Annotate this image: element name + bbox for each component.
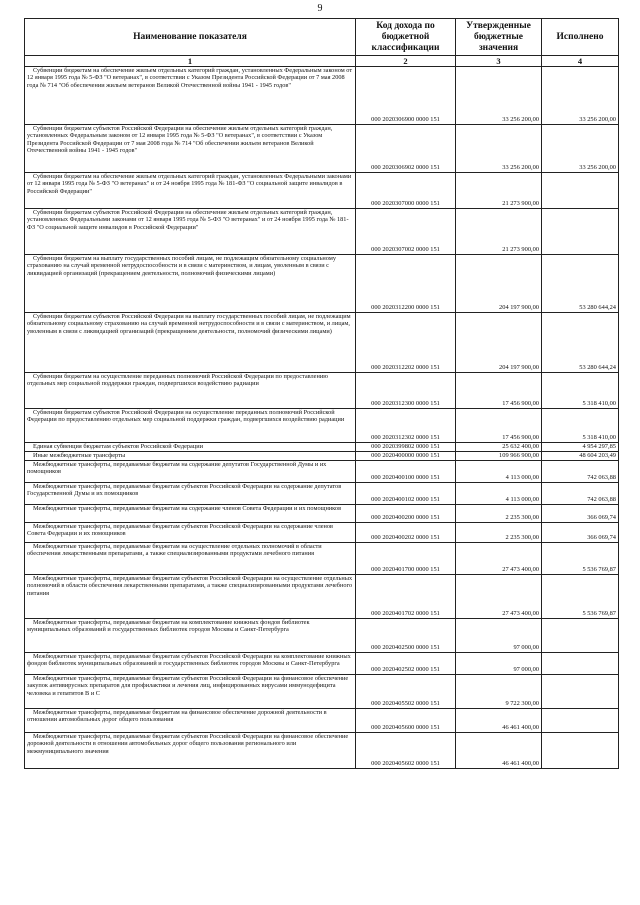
row-executed: 5 536 769,87	[542, 543, 619, 575]
table-row	[25, 373, 619, 409]
table-row	[25, 452, 619, 461]
row-name: Межбюджетные трансферты, передаваемые бюджетам субъектов Российской Федерации на содержание членов Совета Федерации и их помощников	[25, 523, 356, 543]
table-row	[25, 125, 619, 173]
row-approved: 2 235 300,00	[456, 505, 542, 523]
row-approved: 27 473 400,00	[456, 575, 542, 619]
row-approved: 2 235 300,00	[456, 523, 542, 543]
row-code: 000 2020401700 0000 151	[356, 543, 456, 575]
table-row	[25, 443, 619, 452]
table-row	[25, 653, 619, 675]
table-row	[25, 505, 619, 523]
row-approved: 4 113 000,00	[456, 461, 542, 483]
row-approved: 204 197 900,00	[456, 313, 542, 373]
table-row	[25, 255, 619, 313]
row-approved: 109 966 900,00	[456, 452, 542, 461]
row-approved: 17 456 900,00	[456, 373, 542, 409]
row-executed: 366 069,74	[542, 505, 619, 523]
table-row	[25, 461, 619, 483]
column-number: 3	[456, 56, 542, 67]
row-executed: 33 256 200,00	[542, 125, 619, 173]
row-code: 000 2020400200 0000 151	[356, 505, 456, 523]
table-row	[25, 733, 619, 769]
row-code: 000 2020400100 0000 151	[356, 461, 456, 483]
row-code: 000 2020312202 0000 151	[356, 313, 456, 373]
row-code: 000 2020402500 0000 151	[356, 619, 456, 653]
header-approved: Утвержденные бюджетные значения	[456, 19, 542, 56]
row-executed	[542, 209, 619, 255]
row-name: Субвенции бюджетам субъектов Российской Федерации на обеспечение жильем отдельных категорий граждан, установленных Федеральным законом от 12 января 1995 года № 5-ФЗ "О ветеранах", в соответствии с Указом Президента Российской Федерации от 7 мая 2008 года № 714 "Об обеспечении жильем ветеранов Великой Отечественной войны 1941 - 1945 годов"	[25, 125, 356, 173]
budget-table	[24, 18, 619, 769]
row-executed: 48 604 203,49	[542, 452, 619, 461]
row-name: Межбюджетные трансферты, передаваемые бюджетам на финансовое обеспечение дорожной деятельности в отношении автомобильных дорог общего пользования	[25, 709, 356, 733]
table-row	[25, 209, 619, 255]
row-executed: 4 954 297,85	[542, 443, 619, 452]
row-code: 000 2020401702 0000 151	[356, 575, 456, 619]
row-name: Межбюджетные трансферты, передаваемые бюджетам субъектов Российской Федерации на финансовое обеспечение дорожной деятельности в отношении автомобильных дорог общего пользования регионального или межмуниципального значения	[25, 733, 356, 769]
row-code: 000 2020400102 0000 151	[356, 483, 456, 505]
row-name: Субвенции бюджетам субъектов Российской Федерации на выплату государственных пособий лицам, не подлежащим обязательному социальному страхованию на случай временной нетрудоспособности и в связи с материнством, и лицам, уволенным в связи с ликвидацией организаций (прекращением деятельности, полномочий физическими лицами)	[25, 313, 356, 373]
row-executed: 33 256 200,00	[542, 67, 619, 125]
row-name: Межбюджетные трансферты, передаваемые бюджетам субъектов Российской Федерации на осуществление отдельных полномочий в области обеспечения лекарственными препаратами, а также специализированными продуктами лечебного питания	[25, 575, 356, 619]
row-approved: 33 256 200,00	[456, 67, 542, 125]
row-code: 000 2020312300 0000 151	[356, 373, 456, 409]
row-code: 000 2020405602 0000 151	[356, 733, 456, 769]
row-code: 000 2020400202 0000 151	[356, 523, 456, 543]
row-name: Межбюджетные трансферты, передаваемые бюджетам на комплектование книжных фондов библиотек муниципальных образований и государственных библиотек городов Москвы и Санкт-Петербурга	[25, 619, 356, 653]
row-approved: 25 632 400,00	[456, 443, 542, 452]
row-executed	[542, 733, 619, 769]
row-approved: 97 000,00	[456, 653, 542, 675]
table-row	[25, 619, 619, 653]
row-name: Межбюджетные трансферты, передаваемые бюджетам субъектов Российской Федерации на содержание депутатов Государственной Думы и их помощников	[25, 483, 356, 505]
column-number: 1	[25, 56, 356, 67]
header-code: Код дохода по бюджетной классификации	[356, 19, 456, 56]
row-code: 000 2020399802 0000 151	[356, 443, 456, 452]
row-executed	[542, 653, 619, 675]
table-header-row	[25, 19, 619, 56]
row-code: 000 2020312200 0000 151	[356, 255, 456, 313]
row-code: 000 2020400000 0000 151	[356, 452, 456, 461]
row-executed	[542, 675, 619, 709]
row-executed: 5 318 410,00	[542, 409, 619, 443]
row-name: Межбюджетные трансферты, передаваемые бюджетам на содержание депутатов Государственной Думы и их помощников	[25, 461, 356, 483]
row-approved: 21 273 900,00	[456, 173, 542, 209]
row-name: Субвенции бюджетам субъектов Российской Федерации на обеспечение жильем отдельных категорий граждан, установленных Федеральными законами от 12 января 1995 года № 5-ФЗ "О ветеранах" и от 24 ноября 1995 года № 181-ФЗ "О социальной защите инвалидов в Российской Федерации"	[25, 209, 356, 255]
row-name: Межбюджетные трансферты, передаваемые бюджетам на содержание членов Совета Федерации и их помощников	[25, 505, 356, 523]
row-name: Единая субвенция бюджетам субъектов Российской Федерации	[25, 443, 356, 452]
row-code: 000 2020312302 0000 151	[356, 409, 456, 443]
row-approved: 21 273 900,00	[456, 209, 542, 255]
row-approved: 27 473 400,00	[456, 543, 542, 575]
row-approved: 4 113 000,00	[456, 483, 542, 505]
row-code: 000 2020307002 0000 151	[356, 209, 456, 255]
row-name: Субвенции бюджетам на выплату государственных пособий лицам, не подлежащим обязательному социальному страхованию на случай временной нетрудоспособности и в связи с материнством, и лицам, уволенным в связи с ликвидацией организаций (прекращением деятельности, полномочий физическими лицами)	[25, 255, 356, 313]
table-body	[25, 67, 619, 769]
row-code: 000 2020405600 0000 151	[356, 709, 456, 733]
row-name: Межбюджетные трансферты, передаваемые бюджетам на осуществление отдельных полномочий в области обеспечения лекарственными препаратами, а также специализированными продуктами лечебного питания	[25, 543, 356, 575]
row-executed: 742 063,88	[542, 483, 619, 505]
row-approved: 33 256 200,00	[456, 125, 542, 173]
column-number: 4	[542, 56, 619, 67]
table-row	[25, 313, 619, 373]
row-approved: 46 461 400,00	[456, 709, 542, 733]
row-executed: 53 280 644,24	[542, 313, 619, 373]
column-number-row	[25, 56, 619, 67]
table-row	[25, 523, 619, 543]
page-number: 9	[317, 3, 323, 14]
row-executed	[542, 173, 619, 209]
row-name: Субвенции бюджетам субъектов Российской Федерации на осуществление переданных полномочий Российской Федерации по предоставлению отдельных мер социальной поддержки граждан, подвергшихся воздействию радиации	[25, 409, 356, 443]
row-code: 000 2020306900 0000 151	[356, 67, 456, 125]
row-executed: 5 536 769,87	[542, 575, 619, 619]
row-name: Иные межбюджетные трансферты	[25, 452, 356, 461]
header-name: Наименование показателя	[25, 19, 356, 56]
row-name: Субвенции бюджетам на обеспечение жильем отдельных категорий граждан, установленных Федеральным законом от 12 января 1995 года № 5-ФЗ "О ветеранах", в соответствии с Указом Президента Российской Федерации от 7 мая 2008 года № 714 "Об обеспечении жильем ветеранов Великой Отечественной войны 1941 - 1945 годов"	[25, 67, 356, 125]
row-executed: 366 069,74	[542, 523, 619, 543]
row-approved: 17 456 900,00	[456, 409, 542, 443]
row-executed	[542, 709, 619, 733]
row-approved: 46 461 400,00	[456, 733, 542, 769]
row-executed: 53 280 644,24	[542, 255, 619, 313]
row-code: 000 2020405502 0000 151	[356, 675, 456, 709]
header-executed: Исполнено	[542, 19, 619, 56]
table-row	[25, 675, 619, 709]
row-name: Субвенции бюджетам на осуществление переданных полномочий Российской Федерации по предоставлению отдельных мер социальной поддержки граждан, подвергшихся воздействию радиации	[25, 373, 356, 409]
row-approved: 97 000,00	[456, 619, 542, 653]
table-row	[25, 709, 619, 733]
row-name: Межбюджетные трансферты, передаваемые бюджетам субъектов Российской Федерации на комплектование книжных фондов библиотек муниципальных образований и государственных библиотек городов Москвы и Санкт-Петербурга	[25, 653, 356, 675]
row-name: Субвенции бюджетам на обеспечение жильем отдельных категорий граждан, установленных Федеральными законами от 12 января 1995 года № 5-ФЗ "О ветеранах" и от 24 ноября 1995 года № 181-ФЗ "О социальной защите инвалидов в Российской Федерации"	[25, 173, 356, 209]
row-executed	[542, 619, 619, 653]
table-row	[25, 173, 619, 209]
row-executed: 742 063,88	[542, 461, 619, 483]
table-row	[25, 543, 619, 575]
table-row	[25, 67, 619, 125]
row-executed: 5 318 410,00	[542, 373, 619, 409]
table-row	[25, 575, 619, 619]
row-approved: 9 722 300,00	[456, 675, 542, 709]
column-number: 2	[356, 56, 456, 67]
row-code: 000 2020402502 0000 151	[356, 653, 456, 675]
row-code: 000 2020306902 0000 151	[356, 125, 456, 173]
row-name: Межбюджетные трансферты, передаваемые бюджетам субъектов Российской Федерации на финансовое обеспечение закупок антивирусных препаратов для профилактики и лечения лиц, инфицированных вирусами иммунодефицита человека и гепатитов В и С	[25, 675, 356, 709]
table-row	[25, 409, 619, 443]
row-approved: 204 197 900,00	[456, 255, 542, 313]
table-row	[25, 483, 619, 505]
row-code: 000 2020307000 0000 151	[356, 173, 456, 209]
